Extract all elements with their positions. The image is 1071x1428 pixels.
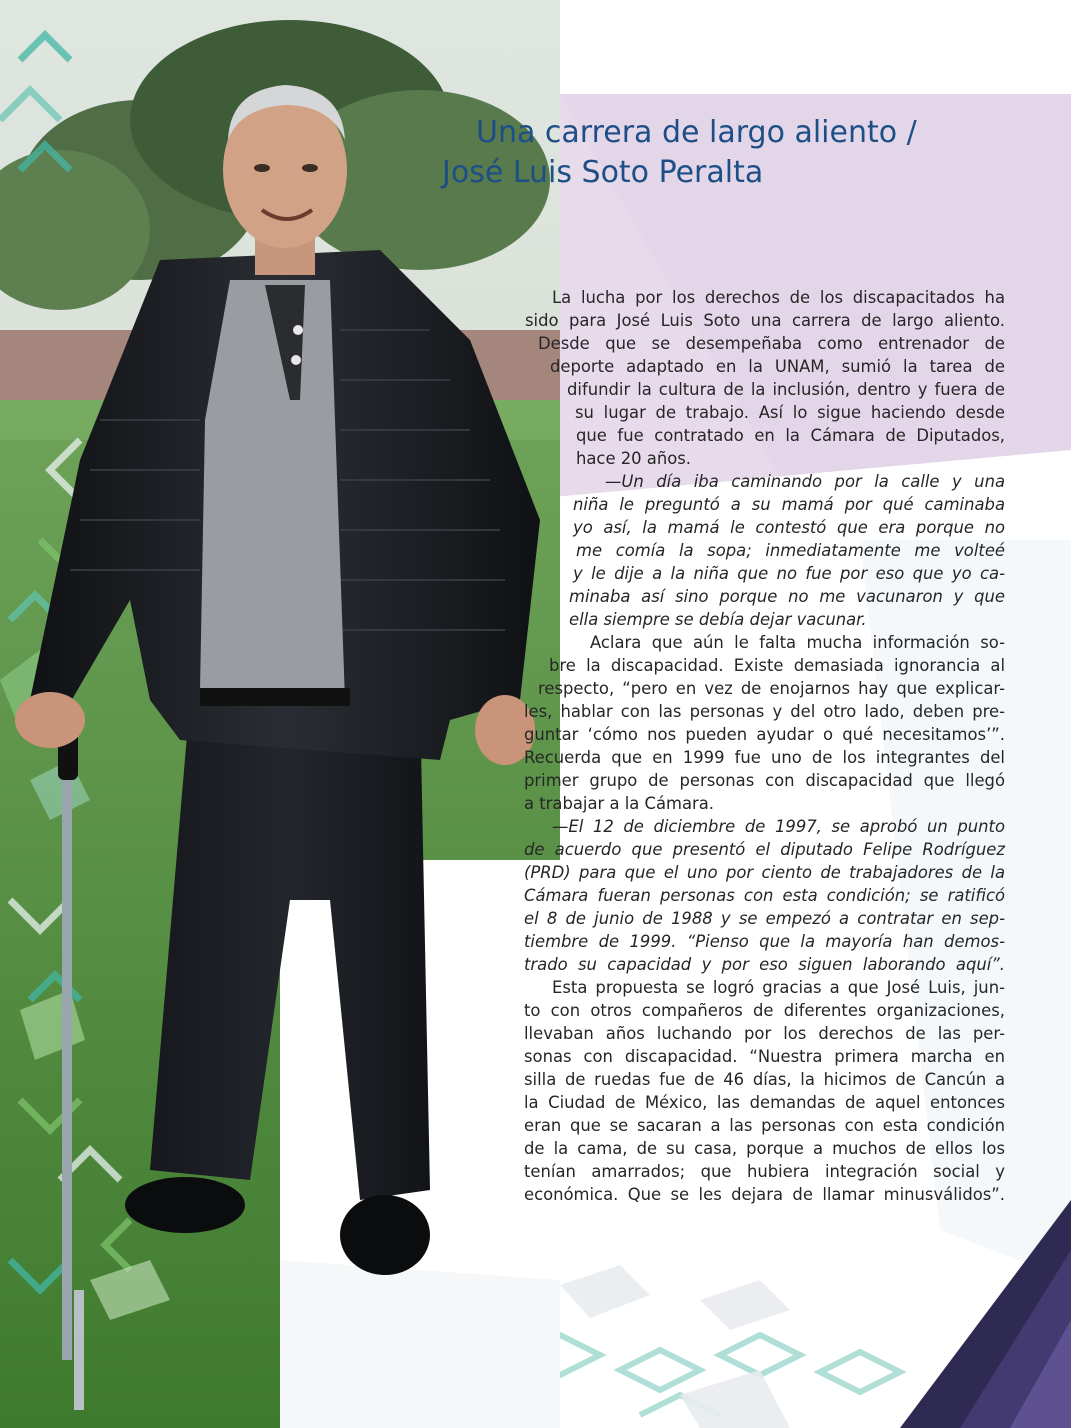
body-line: sido para José Luis Soto una carrera de largo aliento. (525, 311, 1005, 330)
body-line: hace 20 años. (576, 449, 692, 468)
body-line: La lucha por los derechos de los discapacitados ha (552, 288, 1005, 307)
body-line: económica. Que se les dejara de llamar minusválidos”. (524, 1185, 1005, 1204)
body-line: primer grupo de personas con discapacidad que llegó (524, 771, 1005, 790)
body-line: to con otros compañeros de diferentes organizaciones, (524, 1001, 1005, 1020)
body-line: llevaban años luchando por los derechos de las per- (524, 1024, 1005, 1043)
article-title-line-1: Una carrera de largo aliento / (476, 115, 917, 150)
body-line-italic: el 8 de junio de 1988 y se empezó a contratar en sep- (524, 909, 1005, 928)
body-line-italic: Cámara fueran personas con esta condición; se ratificó (524, 886, 1005, 905)
article-title-line-2: José Luis Soto Peralta (442, 155, 764, 190)
body-line: respecto, “pero en vez de enojarnos hay que explicar- (538, 679, 1005, 698)
body-line: su lugar de trabajo. Así lo sigue haciendo desde (575, 403, 1005, 422)
body-line-italic: minaba así sino porque no me vacunaron y que (569, 587, 1005, 606)
body-line-italic: tiembre de 1999. “Pienso que la mayoría han demos- (524, 932, 1005, 951)
body-line: eran que se sacaran a las personas con esta condición (524, 1116, 1005, 1135)
body-line: Recuerda que en 1999 fue uno de los integrantes del (524, 748, 1005, 767)
body-line: les, hablar con las personas y del otro lado, deben pre- (524, 702, 1005, 721)
body-line-italic: y le dije a la niña que no fue por eso que yo ca- (573, 564, 1005, 583)
body-line: Esta propuesta se logró gracias a que José Luis, jun- (552, 978, 1005, 997)
body-line: Desde que se desempeñaba como entrenador de (538, 334, 1005, 353)
body-line-italic: (PRD) para que el uno por ciento de trabajadores de la (524, 863, 1005, 882)
body-line: a trabajar a la Cámara. (524, 794, 715, 813)
body-line: silla de ruedas fue de 46 días, la hicimos de Cancún a (524, 1070, 1005, 1089)
body-line: bre la discapacidad. Existe demasiada ignorancia al (549, 656, 1005, 675)
body-line: sonas con discapacidad. “Nuestra primera marcha en (524, 1047, 1005, 1066)
body-line: que fue contratado en la Cámara de Diputados, (576, 426, 1005, 445)
body-line-italic: trado su capacidad y por eso siguen laborando aquí”. (524, 955, 1005, 974)
body-line-italic: —Un día iba caminando por la calle y una (605, 472, 1005, 491)
body-line-italic: de acuerdo que presentó el diputado Felipe Rodríguez (524, 840, 1005, 859)
body-line: deporte adaptado en la UNAM, sumió la tarea de (550, 357, 1005, 376)
body-line: guntar ‘cómo nos pueden ayudar o qué necesitamos’”. (524, 725, 1005, 744)
body-line-italic: yo así, la mamá le contestó que era porque no (573, 518, 1005, 537)
body-line-italic: niña le preguntó a su mamá por qué caminaba (573, 495, 1005, 514)
body-line-italic: ella siempre se debía dejar vacunar. (569, 610, 867, 629)
body-line: tenían amarrados; que hubiera integración social y (524, 1162, 1005, 1181)
body-line-italic: me comía la sopa; inmediatamente me volteé (576, 541, 1005, 560)
body-line: Aclara que aún le falta mucha información so- (590, 633, 1005, 652)
body-line: difundir la cultura de la inclusión, dentro y fuera de (567, 380, 1005, 399)
body-line: la Ciudad de México, las demandas de aquel entonces (524, 1093, 1005, 1112)
body-line: de la cama, de su casa, porque a muchos de ellos los (524, 1139, 1005, 1158)
body-line-italic: —El 12 de diciembre de 1997, se aprobó un punto (552, 817, 1005, 836)
